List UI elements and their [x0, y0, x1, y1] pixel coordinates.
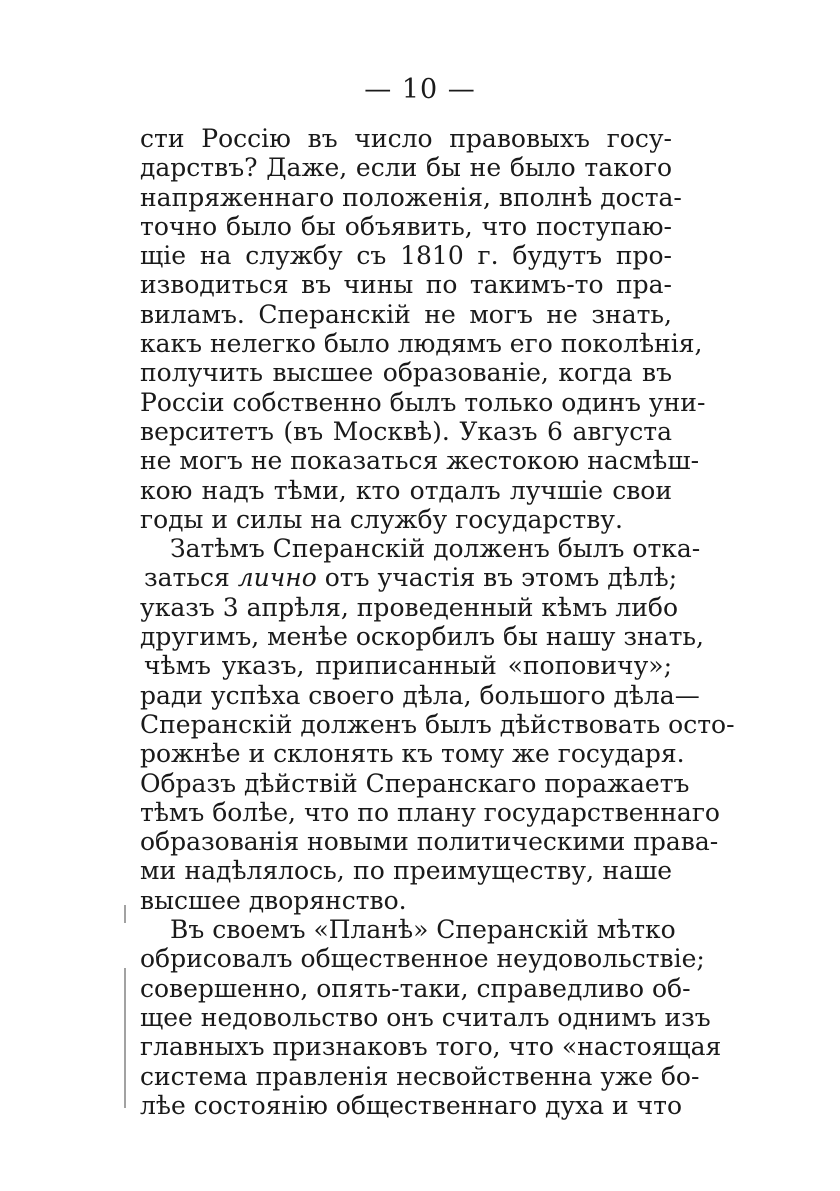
text-line: главныхъ признаковъ того, что «настоящая	[140, 1032, 722, 1062]
text-line: напряженнаго положенія, вполнѣ доста-	[140, 182, 682, 212]
text-line: совершенно, опять-таки, справедливо об-	[140, 973, 691, 1003]
text-segment: заться	[144, 563, 238, 593]
text-line: годы и силы на службу государству.	[140, 504, 623, 534]
text-line: получить высшее образованіе, когда въ	[140, 358, 672, 388]
paragraph-start-line: Затѣмъ Сперанскій долженъ былъ отка-	[170, 534, 701, 564]
text-line: какъ нелегко было людямъ его поколѣнія,	[140, 329, 703, 359]
emphasis-text: лично	[237, 563, 317, 593]
text-line: Образъ дѣйствій Сперанскаго поражаетъ	[140, 768, 690, 798]
text-line: система правленія несвойственна уже бо-	[140, 1061, 700, 1091]
text-line: сти Россію въ число правовыхъ госу-	[140, 124, 672, 153]
text-line: другимъ, менѣе оскорбилъ бы нашу знать,	[140, 622, 704, 652]
text-line: тѣмъ болѣе, что по плану государственнаго	[140, 797, 720, 827]
text-line: чѣмъ указъ, приписанный «поповичу»;	[144, 651, 672, 681]
text-line: указъ 3 апрѣля, проведенный кѣмъ либо	[140, 592, 679, 622]
text-segment: отъ участія въ этомъ дѣлѣ;	[316, 563, 678, 593]
text-line: кою надъ тѣми, кто отдалъ лучшіе свои	[140, 475, 672, 505]
text-line: верситетъ (въ Москвѣ). Указъ 6 августа	[140, 416, 672, 446]
text-line: ради успѣха своего дѣла, большого дѣла—	[140, 680, 700, 710]
margin-mark	[124, 968, 126, 1108]
page-number: — 10 —	[364, 74, 476, 105]
text-line	[140, 563, 678, 593]
text-line: изводиться въ чины по такимъ-то пра-	[140, 270, 672, 300]
text-line: щіе на службу съ 1810 г. будутъ про-	[140, 241, 672, 271]
text-line: виламъ. Сперанскій не могъ не знать,	[140, 299, 672, 329]
text-line: не могъ не показаться жестокою насмѣш-	[140, 446, 700, 476]
text-line: точно было бы объявить, что поступаю-	[140, 211, 672, 241]
text-line: Россіи собственно былъ только одинъ уни-	[140, 387, 706, 417]
text-line: ми надѣлялось, по преимуществу, наше	[140, 856, 672, 886]
text-line: высшее дворянство.	[140, 885, 407, 915]
body-text	[140, 124, 735, 1120]
margin-mark	[124, 905, 126, 923]
text-line: рожнѣе и склонять къ тому же государя.	[140, 739, 685, 769]
text-line: образованія новыми политическими права-	[140, 827, 719, 857]
text-line: обрисовалъ общественное неудовольствіе;	[140, 944, 705, 974]
text-line: Сперанскій долженъ былъ дѣйствовать осто-	[140, 709, 735, 739]
text-line: лѣе состоянію общественнаго духа и что	[140, 1090, 683, 1120]
text-line: щее недовольство онъ считалъ однимъ изъ	[140, 1002, 711, 1032]
text-line: дарствъ? Даже, если бы не было такого	[140, 153, 672, 183]
paragraph-start-line: Въ своемъ «Планѣ» Сперанскій мѣтко	[170, 915, 676, 945]
